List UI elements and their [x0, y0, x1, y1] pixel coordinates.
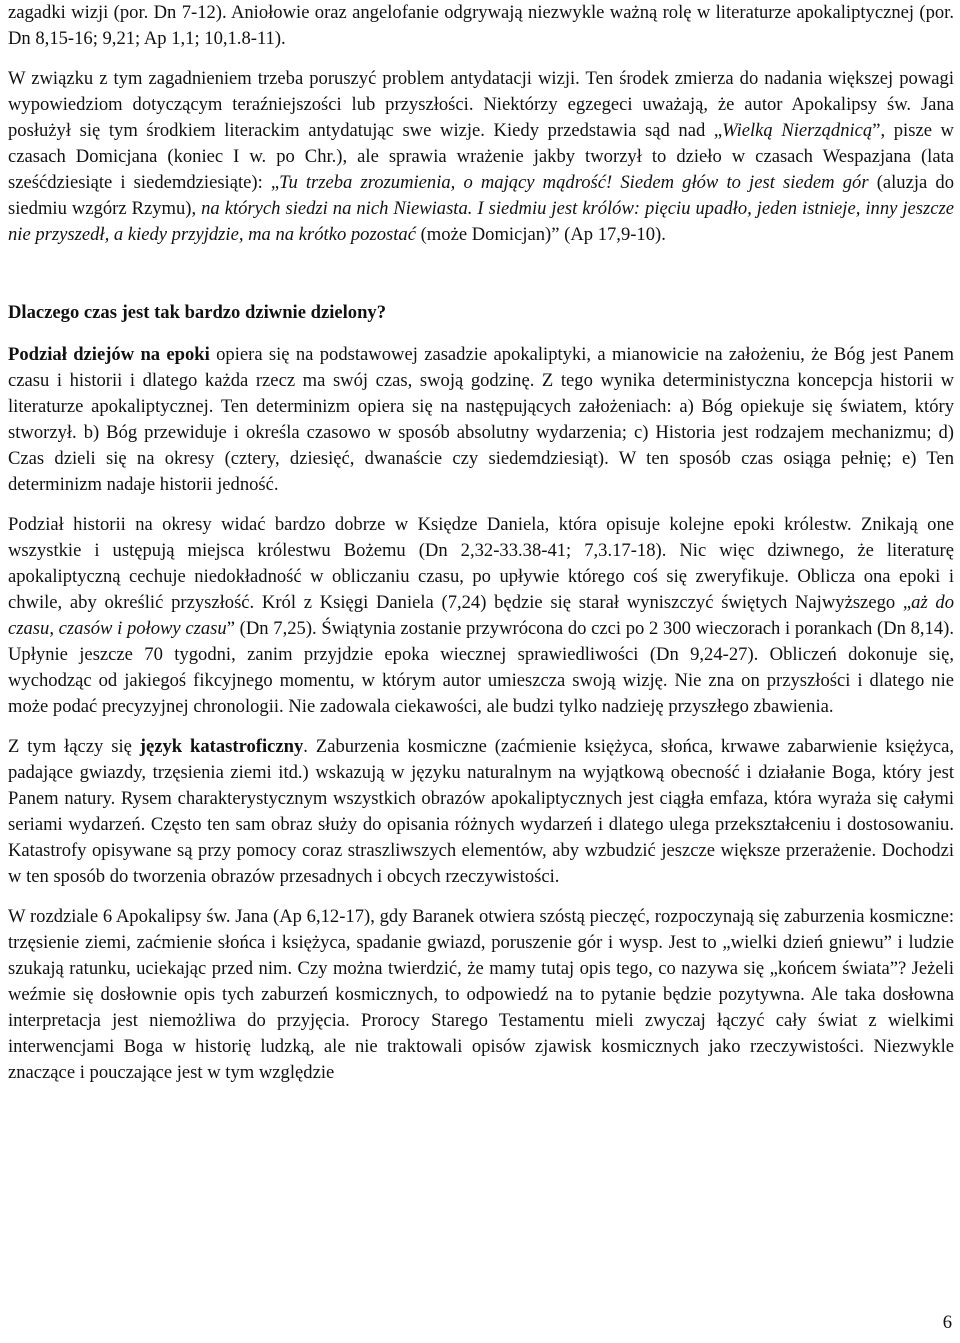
- text-run: W związku z tym zagadnieniem trzeba poruszyć problem antydatacji wizji. Ten środek zmierza do nadania większej powagi wypowiedziom dotyczącym teraźniejszości lub przyszłości. Niektórzy egzegeci uważają, że autor Apokalipsy św. Jana posłużył się tym środkiem literackim antydatując swe wizje. Kiedy przedstawia sąd nad „: [8, 68, 954, 141]
- paragraph-intro: [8, 0, 954, 52]
- paragraph-apokalipsa-rozdzial-6: [8, 904, 954, 1086]
- text-run: ”, pisze w czasach Domicjana (koniec I w. po Chr.), ale sprawia wrażenie jakby tworzył to dzieło w czasach Wespazjana (lata sześćdziesiąte i siedemdziesiąte): „: [8, 120, 954, 193]
- text-run: (aluzja do siedmiu wzgórz Rzymu),: [8, 172, 954, 219]
- page-number: 6: [942, 1312, 952, 1333]
- text-run: (może Domicjan)” (Ap 17,9-10).: [415, 224, 666, 245]
- paragraph-ksiega-daniela: [8, 512, 954, 720]
- text-run: opiera się na podstawowej zasadzie apokaliptyki, a mianowicie na założeniu, że Bóg jest Panem czasu i historii i dlatego każda rzecz ma swój czas, swoją godzinę. Z tego wynika deterministyczna koncepcja historii w literaturze apokaliptycznej. Ten determinizm opiera się na następujących założeniach: a) Bóg opiekuje się światem, który stworzył. b) Bóg przewiduje i określa czasowo w sposób absolutny wydarzenia; c) Historia jest rodzajem mechanizmu; d) Czas dzieli się na okresy (cztery, dziesięć, dwanaście czy siedemdziesiąt). W ten sposób czas osiąga pełnię; e) Ten determinizm nadaje historii jedność.: [8, 344, 954, 495]
- text-run: Podział historii na okresy widać bardzo dobrze w Księdze Daniela, która opisuje kolejne epoki królestw. Znikają one wszystkie i ustępują miejsca królestwu Bożemu (Dn 2,32-33.38-41; 7,3.17-18). Nic więc dziwnego, że literaturę apokaliptyczną cechuje niedokładność w obliczaniu czasu, po upływie którego coś się zweryfikuje. Oblicza ona epoki i chwile, aby określić przyszłość. Król z Księgi Daniela (7,24) będzie się starał wyniszczyć świętych Najwyższego „: [8, 514, 954, 613]
- document-page: [8, 0, 954, 1086]
- bold-text: Podział dziejów na epoki: [8, 344, 210, 365]
- text-run: ” (Dn 7,25). Świątynia zostanie przywrócona do czci po 2 300 wieczorach i porankach (Dn 8,14). Upłynie jeszcze 70 tygodni, zanim przyjdzie epoka wiecznej sprawiedliwości (Dn 9,24-27). Obliczeń dokonuje się, wychodząc od jakiegoś fikcyjnego momentu, w którym autor umieszcza swoją wizję. Nie zna on przyszłości i dlatego nie może podać precyzyjnej chronologii. Nie zadowala ciekawości, ale budzi tylko nadzieję przyszłego zbawienia.: [8, 618, 954, 717]
- text-run: zagadki wizji (por. Dn 7-12). Aniołowie oraz angelofanie odgrywają niezwykle ważną rolę w literaturze apokaliptycznej (por. Dn 8,15-16; 9,21; Ap 1,1; 10,1.8-11).: [8, 2, 954, 49]
- paragraph-antydatacja: [8, 66, 954, 248]
- text-run: Z tym łączy się: [8, 736, 140, 757]
- paragraph-podzial-dziejow: [8, 342, 954, 498]
- text-run: Dlaczego czas jest tak bardzo dziwnie dzielony?: [8, 302, 387, 323]
- text-run: . Zaburzenia kosmiczne (zaćmienie księżyca, słońca, krwawe zabarwienie księżyca, padające gwiazdy, trzęsienia ziemi itd.) wskazują w języku naturalnym na wyjątkową obecność i działanie Boga, który jest Panem natury. Rysem charakterystycznym wszystkich obrazów apokaliptycznych jest ciągła emfaza, która wyraża się całymi seriami wydarzeń. Często ten sam obraz służy do opisania różnych wydarzeń i dlatego ulega przekształceniu i dostosowaniu. Katastrofy opisywane są przy pomocy coraz straszliwszych elementów, aby wzbudzić jeszcze większe przerażenie. Dochodzi w ten sposób do tworzenia obrazów przesadnych i obcych rzeczywistości.: [8, 736, 954, 887]
- italic-text: Wielką Nierządnicą: [722, 120, 873, 141]
- italic-text: Tu trzeba zrozumienia, o mający mądrość! Siedem głów to jest siedem gór: [279, 172, 869, 193]
- section-heading: [8, 300, 954, 326]
- italic-text: na których siedzi na nich Niewiasta. I siedmiu jest królów: pięciu upadło, jeden istnieje, inny jeszcze nie przyszedł, a kiedy przyjdzie, ma na krótko pozostać: [8, 198, 954, 245]
- italic-text: aż do czasu, czasów i połowy czasu: [8, 592, 954, 639]
- bold-text: język katastroficzny: [139, 736, 304, 757]
- text-run: W rozdziale 6 Apokalipsy św. Jana (Ap 6,12-17), gdy Baranek otwiera szóstą pieczęć, rozpoczynają się zaburzenia kosmiczne: trzęsienie ziemi, zaćmienie słońca i księżyca, spadanie gwiazd, poruszenie gór i wysp. Jest to „wielki dzień gniewu” i ludzie szukają ratunku, uciekając przed nim. Czy można twierdzić, że mamy tutaj opis tego, co nazywa się „końcem świata”? Jeżeli weźmie się dosłownie opis tych zaburzeń kosmicznych, to odpowiedź na to pytanie będzie pozytywna. Ale taka dosłowna interpretacja jest niemożliwa do przyjęcia. Prorocy Starego Testamentu mieli zwyczaj łączyć cały świat z wielkimi interwencjami Boga w historię ludzką, ale nie traktowali opisów zjawisk kosmicznych jako rzeczywistości. Niezwykle znaczące i pouczające jest w tym względzie: [8, 906, 954, 1083]
- paragraph-jezyk-katastroficzny: [8, 734, 954, 890]
